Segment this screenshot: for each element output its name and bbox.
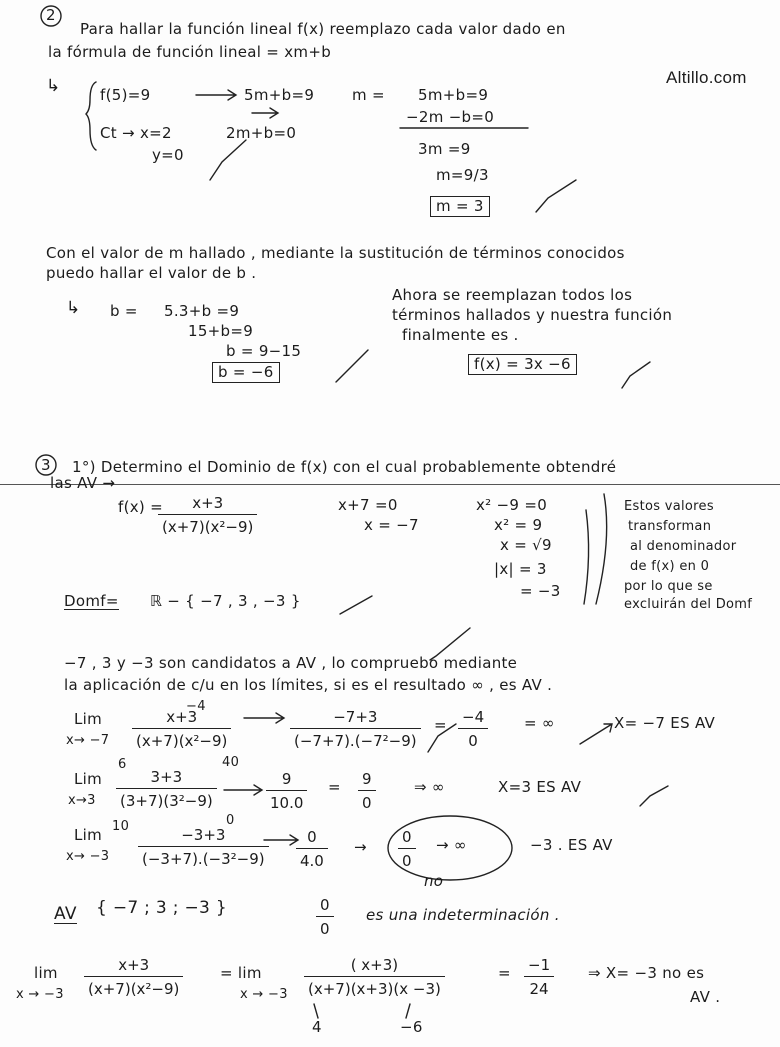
page-fold-line: [0, 484, 780, 485]
lim-2-frac: [116, 768, 217, 810]
final-lim-num: x+3: [84, 956, 183, 977]
ahora-line-3: finalmente es .: [402, 326, 519, 344]
av-set: { −7 ; 3 ; −3 }: [96, 898, 227, 918]
domf-label: Domf=: [64, 592, 119, 610]
fx-numerator: x+3: [158, 494, 257, 515]
arrow-corner-icon: ↳: [46, 76, 61, 96]
intro-line-2: la fórmula de función lineal = xm+b: [48, 43, 332, 61]
eq-factor-2-step-3: x = √9: [500, 536, 552, 554]
final-lim-sub: x → −3: [16, 987, 64, 1002]
fx-fraction: [158, 494, 257, 536]
indet-text: es una indeterminación .: [366, 906, 560, 924]
ahora-line-1: Ahora se reemplazan todos los: [392, 286, 633, 304]
note-line-1: Estos valores: [624, 499, 714, 514]
lim-3-eval: [398, 828, 416, 870]
final-lim-den-2: (x+7)(x+3)(x −3): [308, 980, 441, 998]
check-icon: [536, 180, 576, 212]
equals-sign: =: [434, 716, 447, 734]
lim-3-infinity: → ∞: [436, 836, 467, 854]
section-number-3: 3: [41, 456, 51, 474]
lim-2-den: (3+7)(3²−9): [120, 792, 213, 810]
lim-3-den-2: 4.0: [300, 852, 324, 870]
lim-2-num-3: 9: [358, 770, 376, 791]
lim-2-result: X=3 ES AV: [498, 778, 582, 796]
arrow-corner-icon-2: ↳: [66, 298, 81, 318]
note-line-5: por lo que se: [624, 579, 713, 594]
m-result: m = 3: [430, 196, 490, 217]
candidates-line-1: −7 , 3 y −3 son candidatos a AV , lo compruebo mediante: [64, 654, 518, 672]
m-label: m =: [352, 86, 385, 104]
ahora-line-2: términos hallados y nuestra función: [392, 306, 673, 324]
indet-frac: [316, 896, 334, 938]
lim-3-num-2: 0: [296, 828, 328, 849]
candidates-line-2: la aplicación de c/u en los límites, si es el resultado ∞ , es AV .: [64, 676, 553, 694]
final-lim-frac: [84, 956, 183, 998]
lim-3-sub: x→ −3: [66, 849, 110, 864]
check-icon: [210, 140, 246, 180]
lim-1-den-3: 0: [468, 732, 478, 750]
lim-1-result: X= −7 ES AV: [614, 714, 716, 732]
lim-1-note-top: −4: [186, 699, 206, 714]
final-function: f(x) = 3x −6: [468, 354, 577, 375]
final-lim-den: (x+7)(x²−9): [88, 980, 180, 998]
lim-1-sub: x→ −7: [66, 733, 110, 748]
b-result: b = −6: [212, 362, 280, 383]
final-conclusion: ⇒ X= −3 no es: [588, 964, 705, 982]
domf-set: ℝ − { −7 , 3 , −3 }: [150, 592, 301, 610]
check-icon: [336, 350, 368, 382]
arrow-right-icon-3: [244, 713, 284, 723]
system-row-2: Ct → x=2: [100, 124, 172, 142]
check-icon: [640, 786, 668, 806]
note-line-4: de f(x) en 0: [630, 559, 710, 574]
lim-2-eval: [358, 770, 376, 812]
lim-2-den-2: 10.0: [270, 794, 304, 812]
lim-1-subst: [290, 708, 421, 750]
m-line-1: 5m+b=9: [418, 86, 489, 104]
lim-2-label: Lim: [74, 770, 103, 788]
lim-2-sub: x→3: [68, 793, 96, 808]
system-brace: [86, 82, 96, 150]
arrow-down-icon-2: [406, 1004, 410, 1018]
lim-3-num-3: 0: [398, 828, 416, 849]
lim-1-eval: [458, 708, 488, 750]
note-line-2: transforman: [628, 519, 712, 534]
lim-1-num: x+3: [132, 708, 231, 729]
paragraph-line-1: Con el valor de m hallado , mediante la sustitución de términos conocidos: [46, 244, 625, 262]
final-conclusion-2: AV .: [690, 988, 721, 1006]
arrow-right-icon-5: [264, 835, 298, 845]
fx-denominator: (x+7)(x²−9): [162, 518, 254, 536]
lim-3-num: −3+3: [138, 826, 269, 847]
equation-2: 2m+b=0: [226, 124, 297, 142]
note-brace-2: [584, 510, 589, 604]
check-icon: [340, 596, 372, 614]
b-line-2: 15+b=9: [188, 322, 254, 340]
system-row-2b: y=0: [152, 146, 184, 164]
eq-factor-2-step-5: = −3: [520, 582, 561, 600]
lim-3-no-note: no: [424, 872, 444, 890]
arrow-right-icon: [196, 90, 236, 100]
final-lim-factored: [304, 956, 445, 998]
lim-2-note-s1: 10: [112, 819, 130, 834]
arrow-right-icon-2: [252, 108, 278, 118]
indet-den: 0: [320, 920, 330, 938]
lim-1-den-2: (−7+7).(−7²−9): [294, 732, 417, 750]
lim-1-den: (x+7)(x²−9): [136, 732, 228, 750]
note-line-3: al denominador: [630, 539, 737, 554]
final-lim-label: lim: [34, 964, 58, 982]
lim-1-num-3: −4: [458, 708, 488, 729]
lim-3-den: (−3+7).(−3²−9): [142, 850, 265, 868]
final-result-frac: [524, 956, 554, 998]
final-result-den: 24: [529, 980, 549, 998]
lim-3-result: −3 . ES AV: [530, 836, 613, 854]
equation-1: 5m+b=9: [244, 86, 315, 104]
lim-1-frac: [132, 708, 231, 750]
lim-1-label: Lim: [74, 710, 103, 728]
av-label: AV: [54, 904, 77, 924]
note-brace: [596, 494, 607, 604]
eq-factor-2-step-4: |x| = 3: [494, 560, 547, 578]
lim-2-den-3: 0: [362, 794, 372, 812]
watermark: Altillo.com: [666, 68, 747, 87]
m-line-2: −2m −b=0: [406, 108, 495, 126]
fx-lhs: f(x) =: [118, 498, 163, 516]
lim-2-note-s2: 0: [226, 813, 235, 828]
b-line-1: 5.3+b =9: [164, 302, 240, 320]
check-icon: [622, 362, 650, 388]
note-line-6: excluirán del Domf: [624, 597, 753, 612]
arrow-down-icon: [314, 1004, 318, 1018]
final-lim-num-2: ( x+3): [304, 956, 445, 977]
m-line-4: m=9/3: [436, 166, 489, 184]
system-row-1: f(5)=9: [100, 86, 151, 104]
final-lim-sub-2: x → −3: [240, 987, 288, 1002]
intro-line-1: Para hallar la función lineal f(x) reemplazo cada valor dado en: [80, 20, 566, 38]
lim-2-num: 3+3: [116, 768, 217, 789]
final-result-num: −1: [524, 956, 554, 977]
arrow-right-icon-6: [580, 724, 612, 744]
paragraph-line-2: puedo hallar el valor de b .: [46, 264, 257, 282]
lim-2-infinity: ⇒ ∞: [414, 778, 445, 796]
equals-sign-2: =: [328, 778, 341, 796]
eq-factor-1: x+7 =0: [338, 496, 398, 514]
final-eq-2: =: [498, 964, 511, 982]
m-line-3: 3m =9: [418, 140, 471, 158]
lim-3-subst: [296, 828, 328, 870]
lim-3-label: Lim: [74, 826, 103, 844]
lim-3-frac: [138, 826, 269, 868]
lim-1-infinity: = ∞: [524, 714, 555, 732]
lim-3-den-3: 0: [402, 852, 412, 870]
eq-factor-1-sol: x = −7: [364, 516, 419, 534]
arrow-right-icon-7: →: [354, 838, 367, 856]
final-note-1: 4: [312, 1018, 322, 1036]
final-note-2: −6: [400, 1018, 423, 1036]
final-lim-eq: = lim: [220, 964, 262, 982]
arrow-right-icon-4: [224, 785, 262, 795]
b-label: b =: [110, 302, 138, 320]
indet-num: 0: [316, 896, 334, 917]
eq-factor-2: x² −9 =0: [476, 496, 548, 514]
step-heading-2: las AV →: [50, 474, 116, 492]
b-line-3: b = 9−15: [226, 342, 302, 360]
lim-2-num-2: 9: [266, 770, 307, 791]
lim-2-note-top: 6: [118, 757, 127, 772]
lim-1-note-bot: 40: [222, 755, 240, 770]
eq-factor-2-step-2: x² = 9: [494, 516, 543, 534]
section-number-2: 2: [46, 6, 56, 24]
lim-2-subst: [266, 770, 307, 812]
step-heading-1: 1°) Determino el Dominio de f(x) con el cual probablemente obtendré: [72, 458, 617, 476]
lim-1-num-2: −7+3: [290, 708, 421, 729]
